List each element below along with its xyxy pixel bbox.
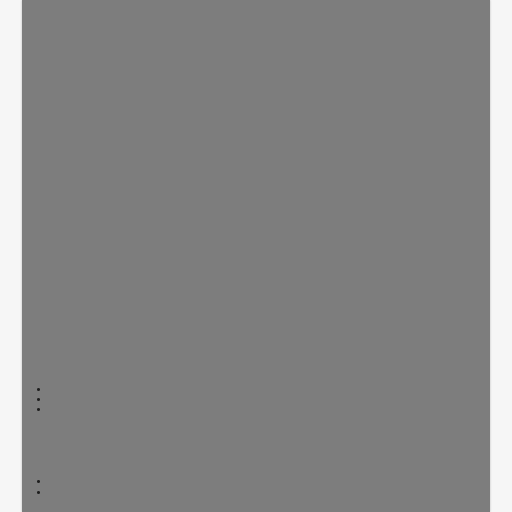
bullet-marker xyxy=(37,480,40,483)
bullet-marker xyxy=(37,491,40,494)
bullet-marker xyxy=(37,398,40,401)
bullet-marker xyxy=(37,388,40,391)
document-page xyxy=(22,0,490,512)
bullet-marker xyxy=(37,408,40,411)
